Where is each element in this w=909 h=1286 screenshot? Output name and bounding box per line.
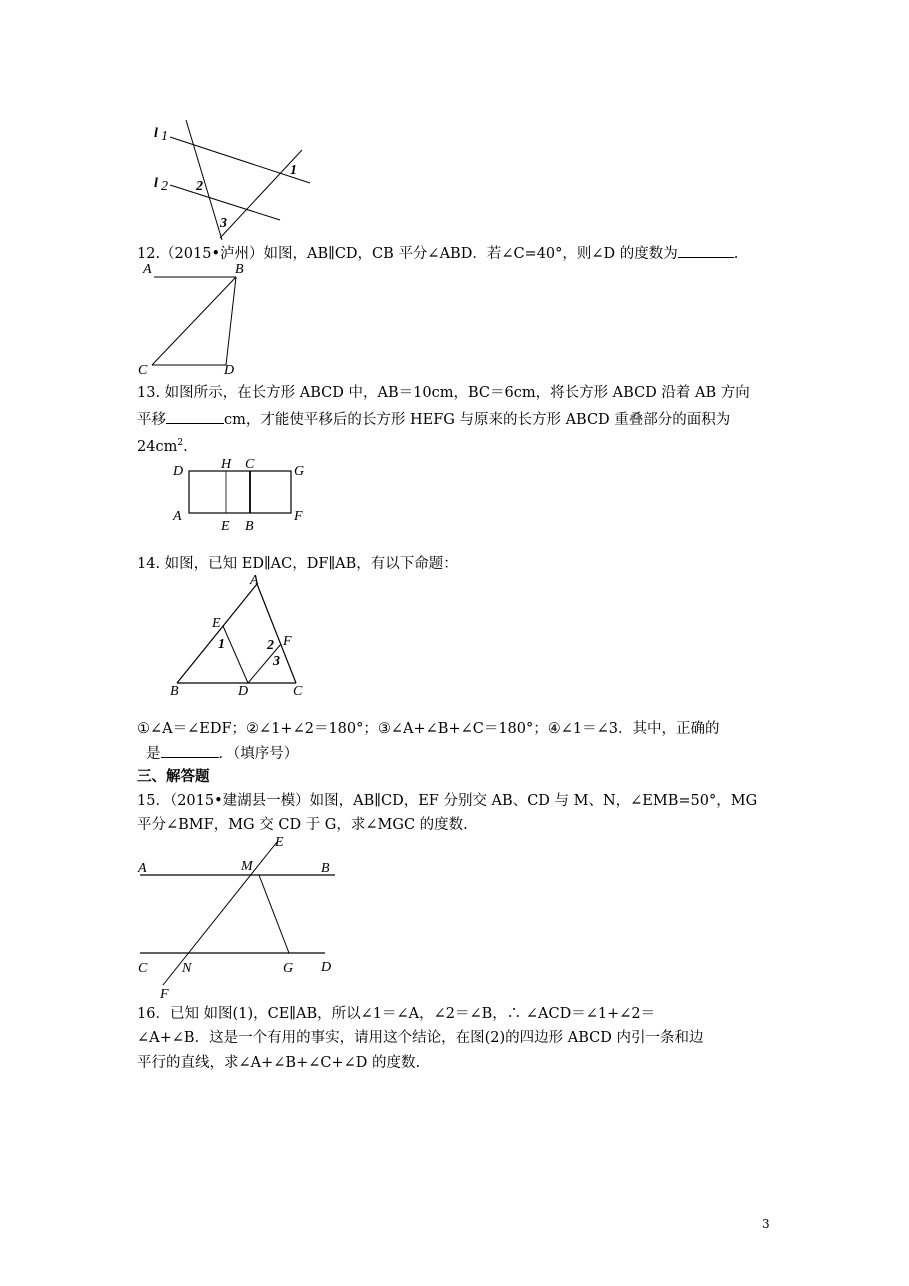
question-13-line3: [137, 433, 188, 457]
question-13-line1: 13. 如图所示，在长方形 ABCD 中，AB＝10cm，BC＝6cm，将长方形 ABCD 沿着 AB 方向: [137, 385, 750, 401]
label-l1: l: [154, 126, 158, 141]
figure-q13: [170, 455, 320, 535]
angle-3-label: 3: [220, 216, 227, 231]
point-C: C: [138, 961, 148, 976]
question-15-line1: 15．（2015•建湖县一模）如图，AB∥CD，EF 分别交 AB、CD 与 M、N，∠EMB=50°，MG: [137, 793, 758, 809]
question-14-text-a: 是: [146, 746, 161, 762]
point-D: D: [321, 960, 332, 975]
point-B: B: [321, 861, 330, 876]
question-14: 14. 如图，已知 ED∥AC，DF∥AB，有以下命题：: [137, 556, 458, 572]
point-G: G: [294, 464, 305, 479]
question-14-options: ①∠A＝∠EDF；②∠1+∠2＝180°；③∠A+∠B+∠C＝180°；④∠1＝∠3．其中，正确的: [137, 721, 720, 737]
question-13-line2: [137, 409, 730, 430]
question-13-area: 24cm: [137, 438, 178, 455]
point-G: G: [283, 961, 294, 976]
question-13-text-a: 平移: [137, 412, 166, 428]
question-16-line3: 平行的直线，求∠A+∠B+∠C+∠D 的度数.: [137, 1055, 421, 1071]
question-12-tail: .: [733, 246, 739, 262]
question-13-text-b: cm，才能使平移后的长方形 HEFG 与原来的长方形 ABCD 重叠部分的面积为: [224, 412, 731, 428]
label-l2: l: [154, 176, 158, 191]
figure-q12: [138, 262, 268, 380]
figure-q11: [140, 115, 320, 245]
question-14-text-b: ．（填序号）: [218, 746, 299, 762]
question-14-line2: [146, 743, 298, 764]
angle-2-label: 2: [267, 638, 274, 653]
figure-q15: [135, 832, 340, 1002]
point-B: B: [170, 684, 179, 699]
answer-blank-14[interactable]: [161, 743, 219, 758]
question-12-text: 12.（2015•泸州）如图，AB∥CD，CB 平分∠ABD．若∠C=40°，则∠D 的度数为: [137, 246, 678, 262]
question-16-line2: ∠A+∠B．这是一个有用的事实，请用这个结论，在图(2)的四边形 ABCD 内引一条和边: [137, 1030, 704, 1046]
point-F: F: [160, 987, 169, 1002]
label-l2-sub: 2: [161, 179, 168, 194]
point-D: D: [238, 684, 249, 699]
point-M: M: [241, 859, 253, 874]
point-A: A: [173, 509, 182, 524]
point-D: D: [224, 363, 235, 378]
point-C: C: [138, 363, 148, 378]
point-D: D: [173, 464, 184, 479]
question-16-line1: 16．已知 如图(1)，CE∥AB，所以∠1＝∠A，∠2＝∠B，∴ ∠ACD＝∠1+∠2＝: [137, 1006, 656, 1022]
point-E: E: [275, 835, 284, 850]
section-title: 三、解答题: [137, 768, 210, 785]
point-A: A: [138, 861, 147, 876]
point-C: C: [245, 457, 255, 472]
angle-1-label: 1: [290, 163, 297, 178]
point-E: E: [221, 519, 230, 534]
point-C: C: [293, 684, 303, 699]
point-B: B: [245, 519, 254, 534]
point-E: E: [212, 616, 221, 631]
label-l1-sub: 1: [161, 129, 168, 144]
question-15-line2: 平分∠BMF，MG 交 CD 于 G，求∠MGC 的度数.: [137, 817, 468, 833]
question-12: [137, 243, 738, 264]
question-13-sup: 2: [177, 438, 184, 448]
angle-3-label: 3: [273, 654, 280, 669]
point-H: H: [221, 457, 232, 472]
figure-q14: [168, 572, 313, 700]
question-13-tail: .: [183, 438, 188, 455]
page-number: 3: [762, 1217, 770, 1231]
answer-blank-12[interactable]: [678, 243, 734, 258]
angle-2-label: 2: [196, 179, 203, 194]
point-F: F: [294, 509, 303, 524]
point-F: F: [283, 634, 292, 649]
point-A: A: [250, 573, 259, 588]
point-B: B: [235, 262, 244, 277]
point-A: A: [143, 262, 152, 277]
angle-1-label: 1: [218, 637, 225, 652]
answer-blank-13[interactable]: [166, 409, 224, 424]
point-N: N: [182, 961, 192, 976]
